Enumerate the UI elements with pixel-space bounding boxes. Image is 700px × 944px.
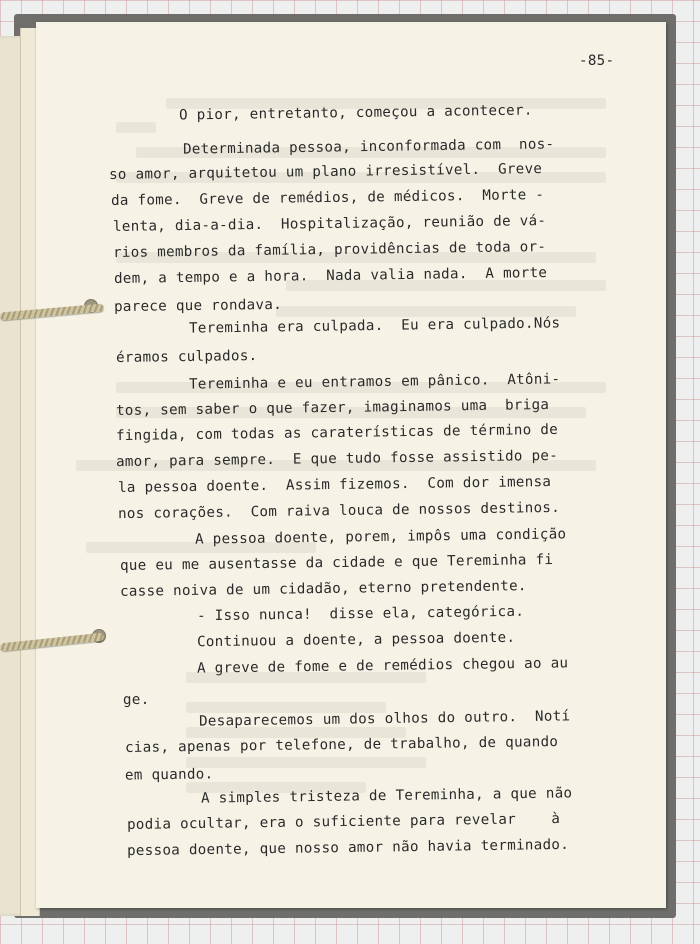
text-line: O pior, entretanto, começou a acontecer. — [178, 102, 533, 124]
text-line: Continuou a doente, a pessoa doente. — [196, 629, 516, 651]
text-line: A simples tristeza de Tereminha, a que não — [200, 785, 573, 807]
text-line: parece que rondava. — [113, 296, 283, 316]
text-line: dem, a tempo e a hora. Nada valia nada. A morte — [113, 264, 548, 288]
text-line: que eu me ausentasse da cidade e que Tereminha fi — [119, 551, 554, 575]
text-line: da fome. Greve de remédios, de médicos. Morte - — [110, 186, 545, 210]
text-line: A greve de fome e de remédios chegou ao au — [196, 655, 569, 677]
text-line: la pessoa doente. Assim fizemos. Com dor imensa — [117, 473, 552, 497]
text-line: Desaparecemos um dos olhos do outro. Notí — [198, 708, 571, 730]
text-line: fingida, com todas as caraterísticas de término de — [115, 421, 559, 445]
text-line: so amor, arquitetou um plano irresistível. Greve — [108, 160, 543, 184]
text-line: tos, sem saber o que fazer, imaginamos uma briga — [115, 396, 550, 420]
text-line: pessoa doente, que nosso amor não havia terminado. — [126, 836, 570, 860]
text-line: ge. — [122, 691, 150, 709]
text-line: podia ocultar, era o suficiente para revelar à — [126, 810, 561, 834]
text-line: casse noiva de um cidadão, eterno pretendente. — [119, 578, 527, 600]
text-line: Tereminha era culpada. Eu era culpado.Nós — [188, 315, 561, 337]
text-line: lenta, dia-a-dia. Hospitalização, reunião de vá- — [112, 212, 547, 236]
text-line: Tereminha e eu entramos em pânico. Atôni- — [188, 371, 561, 393]
text-line: em quando. — [124, 766, 214, 784]
text-line: A pessoa doente, porem, impôs uma condição — [194, 526, 567, 548]
text-line: nos corações. Com raiva louca de nossos destinos. — [117, 499, 561, 523]
text-line: - Isso nunca! disse ela, categórica. — [196, 603, 525, 625]
text-line: amor, para sempre. E que tudo fosse assistido pe- — [115, 447, 559, 471]
text-line: Determinada pessoa, inconformada com nos- — [182, 136, 555, 158]
page-number: -85- — [579, 53, 615, 69]
text-line: rios membros da família, providências de toda or- — [112, 238, 547, 262]
text-line: cias, apenas por telefone, de trabalho, de quando — [124, 733, 559, 757]
text-line: éramos culpados. — [115, 348, 258, 366]
